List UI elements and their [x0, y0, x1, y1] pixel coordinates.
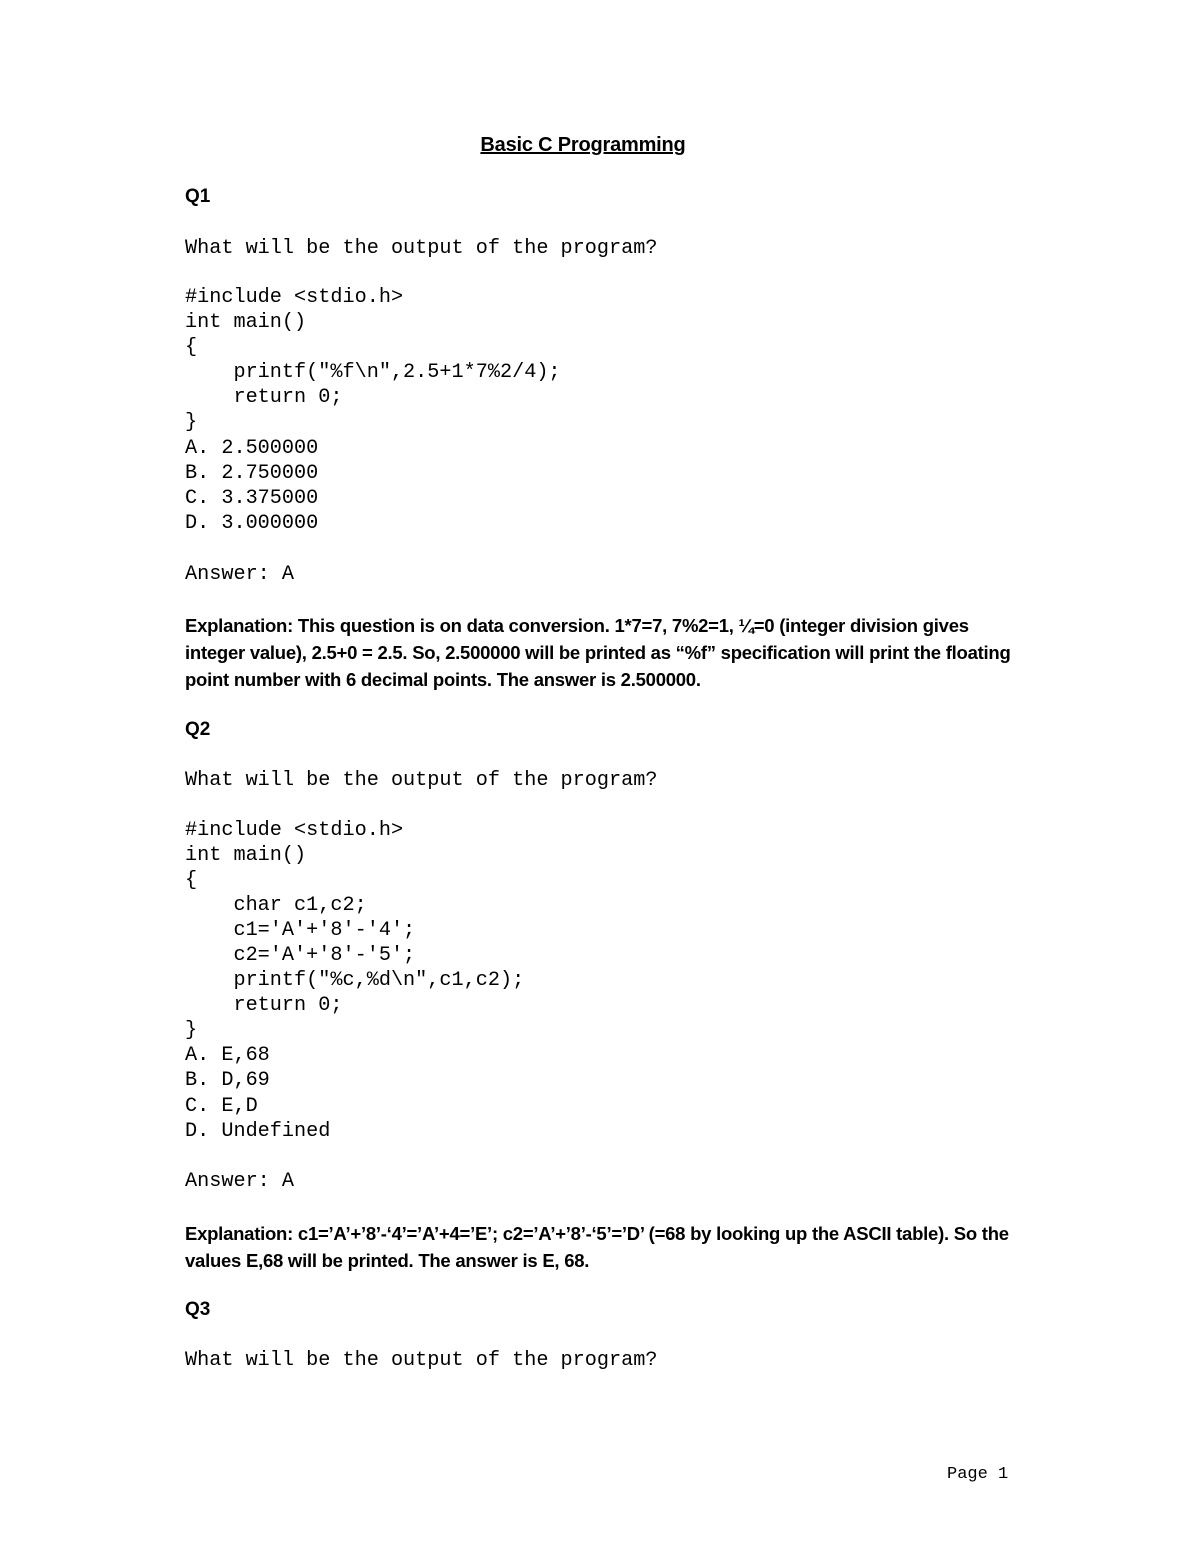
- question-3-label: Q3: [185, 1299, 211, 1320]
- question-2-answer: Answer: A: [185, 1170, 295, 1193]
- question-2-option-b: B. D,69: [185, 1069, 270, 1092]
- question-1-explanation: Explanation: This question is on data conversion. 1*7=7, 7%2=1, ¼=0 (integer division gives integer value), 2.5+0 = 2.5. So, 2.500000 will be printed as “%f” specification will print the floating point number with 6 decimal points. The answer is 2.500000.: [185, 615, 1011, 690]
- question-1-option-b: B. 2.750000: [185, 462, 319, 485]
- question-3-prompt: What will be the output of the program?: [185, 1349, 658, 1372]
- page-number: Page 1: [947, 1465, 1009, 1484]
- question-1-code: #include <stdio.h> int main() { printf("%f\n",2.5+1*7%2/4); return 0; }: [185, 286, 561, 434]
- question-1-answer: Answer: A: [185, 563, 295, 586]
- question-1-label: Q1: [185, 186, 211, 207]
- question-1-option-a: A. 2.500000: [185, 437, 319, 460]
- question-2-label: Q2: [185, 719, 211, 740]
- question-2-option-d: D. Undefined: [185, 1120, 331, 1143]
- question-2-option-a: A. E,68: [185, 1044, 270, 1067]
- document-title: Basic C Programming: [480, 134, 686, 156]
- question-2-option-c: C. E,D: [185, 1095, 258, 1118]
- question-1-prompt: What will be the output of the program?: [185, 237, 658, 260]
- question-2-code: #include <stdio.h> int main() { char c1,c2; c1='A'+'8'-'4'; c2='A'+'8'-'5'; printf("%c,%d\n",c1,c2); return 0; }: [185, 819, 525, 1042]
- question-1-option-c: C. 3.375000: [185, 487, 319, 510]
- question-2-explanation: Explanation: c1=’A’+’8’-‘4’=’A’+4=’E’; c2=’A’+’8’-‘5’=’D’ (=68 by looking up the ASCII table). So the values E,68 will be printed. The answer is E, 68.: [185, 1223, 1009, 1271]
- question-1-option-d: D. 3.000000: [185, 512, 319, 535]
- question-2-prompt: What will be the output of the program?: [185, 769, 658, 792]
